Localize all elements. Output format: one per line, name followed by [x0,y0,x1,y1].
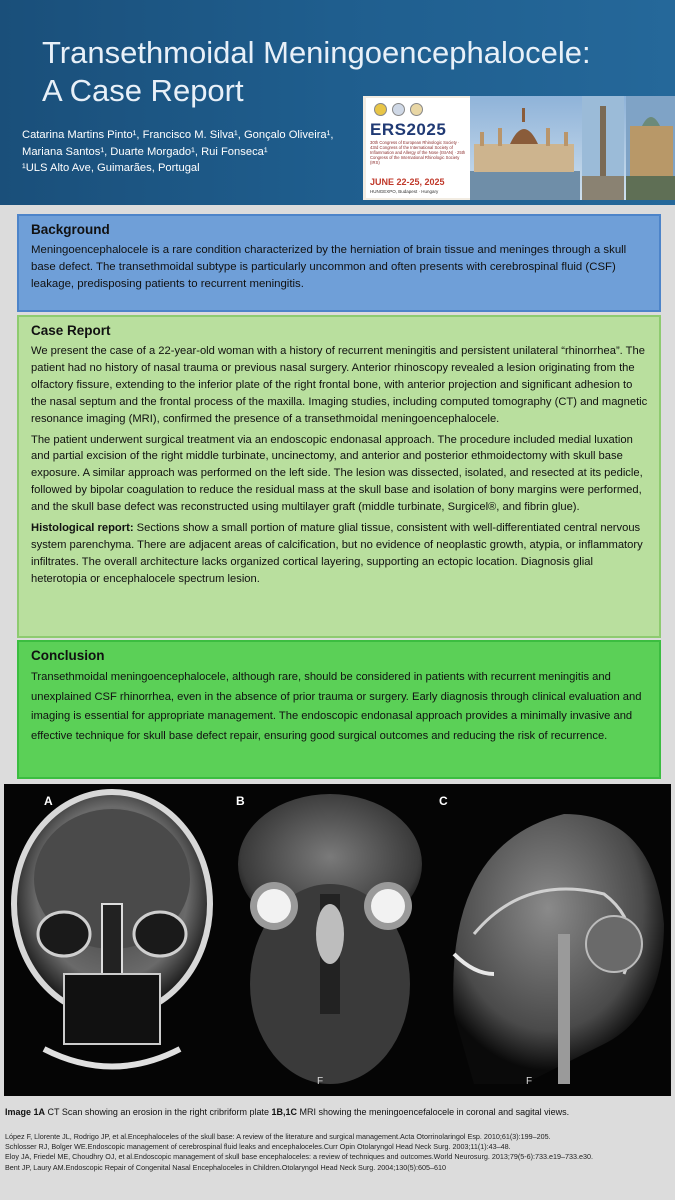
reference-item: López F, Llorente JL, Rodrigo JP, et al.Encephaloceles of the skull base: A review of the literature and surgical management.Acta Otorrinolaringol Esp. 2010;61(3):199–205. [5,1132,551,1141]
caption-label-a: Image 1A [5,1107,46,1117]
reference-item: Schlosser RJ, Bolger WE.Endoscopic management of cerebrospinal fluid leaks and encephaloceles.Curr Opin Otolaryngol Head Neck Surg. 2003;11(1):43–48. [5,1142,511,1152]
histological-report [31,520,649,588]
authors-line-1: Catarina Martins Pinto¹, Francisco M. Silva¹, Gonçalo Oliveira¹, [22,129,334,141]
caption-text-b: MRI showing the meningoencefalocele in coronal and sagital views. [297,1107,570,1117]
case-report-paragraph-2: The patient underwent surgical treatment via an endoscopic endonasal approach. The procedure included medial luxation and partial excision of the right middle turbinate, uncinectomy, and anterior and posterior ethmoidectomy with skull base exposure. A similar approach was performed on the left side. The lesion was dissected, isolated, and resected at its pedicle, followed by bipolar coagulation to reduce the residual mass at the skull base and isolation of bony margins were performed, and the skull base defect was reconstructed using multilayer graft (middle turbinate, Surgicel®, and fibrin glue). [31,433,643,514]
imaging-panels [4,784,671,1096]
author-list [22,127,372,177]
conference-logo-block [366,98,471,198]
affiliation: ¹ULS Alto Ave, Guimarães, Portugal [22,162,200,174]
conference-subtitle: 30th Congress of European Rhinologic Society · 43rd Congress of the International Society of Inflammation and Allergy of the Nose (ISIAN) · 25th Congress of the International Rhinologic Society (IRS) [370,140,466,165]
conclusion-text: Transethmoidal meningoencephalocele, although rare, should be considered in patients with recurrent meningitis and unexplained CSF rhinorrhea, even in the absence of prior trauma or surgery. Early diagnosis through clinical evaluation and imaging is essential for appropriate management. The endoscopic endonasal approach provides a minimally invasive and effective technique for skull base defect repair, ensuring good surgical outcomes and reducing the risk of recurrence. [31,671,642,742]
background-section [17,214,661,312]
panel-a-label: A [44,794,53,808]
case-report-heading: Case Report [31,323,111,338]
panel-c-orientation-marker: F [526,1076,533,1087]
reference-item: Bent JP, Laury AM.Endoscopic Repair of Congenital Nasal Encephaloceles in Children.Otolaryngol Head Neck Surg. 2004;130(5):605–610 [5,1162,446,1172]
authors-line-2: Mariana Santos¹, Duarte Morgado¹, Rui Fonseca¹ [22,145,268,158]
mri-coronal-panel [230,784,430,1096]
society-logo-icon [374,103,387,116]
conference-name: ERS2025 [370,120,447,139]
ct-coronal-panel [4,784,222,1096]
case-report-section [17,315,661,638]
caption-label-b: 1B,1C [271,1107,297,1117]
histological-report-text: Sections show a small portion of mature glial tissue, consistent with well-differentiated central nervous system parenchyma. There are adjacent areas of calcification, but no evidence of neoplastic growth, atypia, or inflammatory infiltrates. The overall architecture lacks organized cortical layering, supporting an ectopic location. Diagnosis glial heterotopia or encephalocele spectrum lesion. [31,522,643,585]
conclusion-heading: Conclusion [31,648,105,663]
poster-header [0,0,675,205]
panel-b-label: B [236,794,245,808]
conference-dates: JUNE 22-25, 2025 [370,177,445,187]
caption-text-a: CT Scan showing an erosion in the right cribriform plate [45,1107,272,1117]
background-text: Meningoencephalocele is a rare condition characterized by the herniation of brain tissue and meninges through a skull base defect. The transethmoidal subtype is particularly uncommon and often presents with cerebrospinal fluid (CSF) leakage, predisposing patients to recurrent meningitis. [31,244,627,291]
conference-banner [363,96,675,200]
title-line-2: A Case Report [42,73,244,108]
case-report-paragraph-1: We present the case of a 22-year-old woman with a history of recurrent meningitis and persistent unilateral “rhinorrhea”. The patient had no history of nasal trauma or previous nasal surgery. Anterior rhinoscopy revealed a lesion originating from the olfactory fissure, extending to the inferior plate of the right frontal bone, with anterior projection and significant adhesion to the nasal septum and the frontal process of the maxilla. Imaging studies, including computed tomography (CT) and magnetic resonance imaging (MRI), confirmed the presence of a transethmoidal meningoencephalocele. [31,345,648,425]
conclusion-section [17,640,661,779]
society-logo-icon [410,103,423,116]
references [5,1132,670,1173]
society-logo-icon [392,103,405,116]
panel-b-orientation-marker: F [317,1076,324,1087]
histological-report-label: Histological report: [31,522,134,535]
budapest-photo-collage [470,96,675,200]
panel-c-label: C [439,794,448,808]
background-heading: Background [31,222,110,237]
reference-item: Eloy JA, Friedel ME, Choudhry OJ, et al.Endoscopic management of skull base encephaloceles: a review of techniques and outcomes.World Neurosurg. 2013;79(5-6):733.e19–733.e30. [5,1152,593,1162]
figure-caption [5,1107,569,1117]
imaging-figure [4,784,671,1096]
conference-location: HUNGEXPO, Budapest · Hungary [370,189,439,194]
title-line-1: Transethmoidal Meningoencephalocele: [42,35,591,70]
mri-sagittal-panel [436,784,671,1096]
